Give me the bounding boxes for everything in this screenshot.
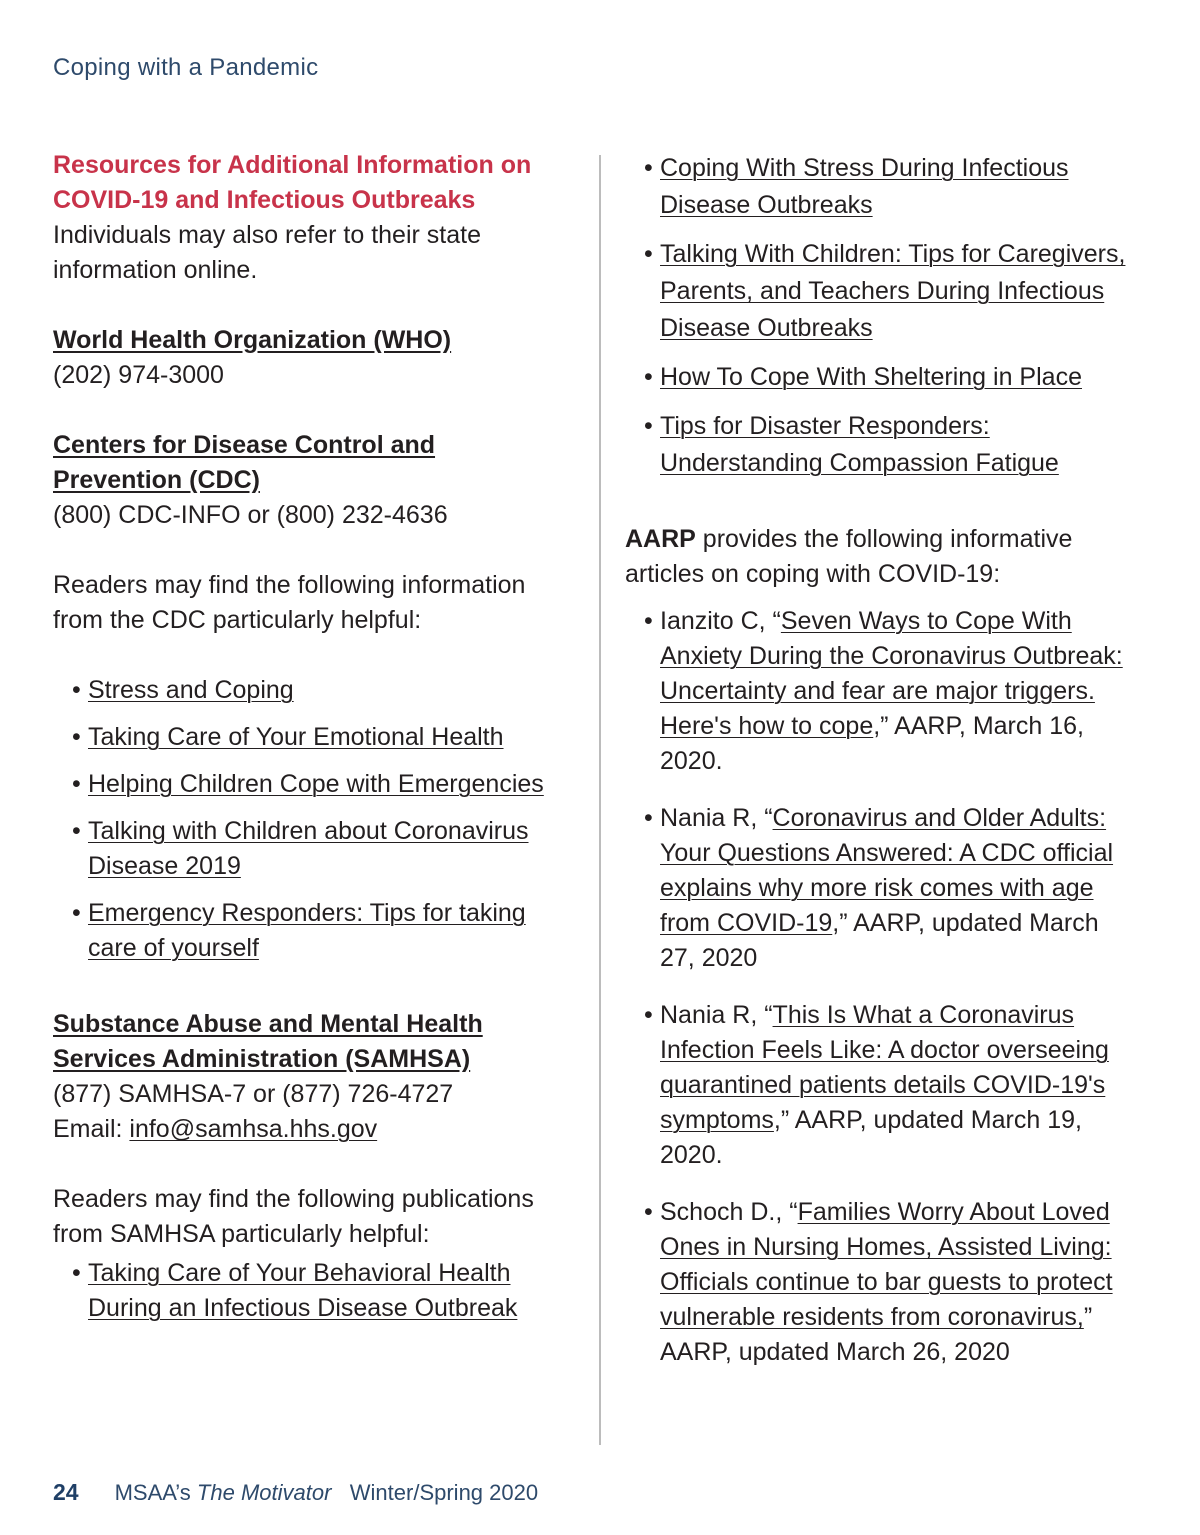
article-citation: ,” AARP, March 16, 2020. (660, 712, 1084, 775)
list-item (53, 720, 563, 755)
list-item (53, 673, 563, 708)
list-item (625, 801, 1140, 976)
article-author: Ianzito C, “ (660, 607, 781, 635)
samhsa-links-list-right (625, 150, 1140, 482)
samhsa-readers-text: Readers may find the following publications from SAMHSA particularly helpful: (53, 1185, 534, 1248)
cdc-link-helping-children[interactable]: Helping Children Cope with Emergencies (88, 770, 544, 798)
list-item (625, 236, 1140, 347)
article-author: Nania R, “ (660, 1001, 773, 1029)
samhsa-link-behavioral-health[interactable]: Taking Care of Your Behavioral Health During an Infectious Disease Outbreak (88, 1259, 518, 1322)
list-item (625, 150, 1140, 224)
samhsa-phone: (877) SAMHSA-7 or (877) 726-4727 (53, 1080, 454, 1108)
samhsa-links-list-left (53, 1256, 563, 1326)
aarp-article-link-infection-feels[interactable]: This Is What a Coronavirus Infection Feels Like: A doctor overseeing quarantined patients details COVID-19's symptoms (660, 1001, 1109, 1134)
page-footer (53, 1475, 538, 1510)
samhsa-link[interactable]: Substance Abuse and Mental Health Services Administration (SAMHSA) (53, 1010, 483, 1073)
cdc-link-stress-and-coping[interactable]: Stress and Coping (88, 676, 294, 704)
section-heading-line-1: Resources for Additional Information on (53, 151, 532, 179)
cdc-link-emergency-responders[interactable]: Emergency Responders: Tips for taking care of yourself (88, 899, 526, 962)
cdc-phone: (800) CDC-INFO or (800) 232-4636 (53, 501, 448, 529)
email-label: Email: (53, 1115, 130, 1143)
cdc-link-talking-with-children[interactable]: Talking with Children about Coronavirus Disease 2019 (88, 817, 529, 880)
intro-text: Individuals may also refer to their state information online. (53, 221, 481, 284)
samhsa-link-talking-with-children[interactable]: Talking With Children: Tips for Caregivers, Parents, and Teachers During Infectious Disease Outbreaks (660, 240, 1126, 342)
article-author: Nania R, “ (660, 804, 773, 832)
section-heading-line-2: COVID-19 and Infectious Outbreaks (53, 186, 476, 214)
aarp-intro (625, 522, 1140, 592)
list-item (625, 359, 1140, 396)
aarp-intro-text: provides the following informative articles on coping with COVID-19: (625, 525, 1073, 588)
list-item (625, 408, 1140, 482)
aarp-article-link-nursing-homes[interactable]: Families Worry About Loved Ones in Nursing Homes, Assisted Living: Officials continue to bar guests to protect vulnerable residents from coronavirus, (660, 1198, 1113, 1331)
list-item (625, 604, 1140, 779)
running-header: Coping with a Pandemic (53, 54, 319, 81)
article-author: Schoch D., “ (660, 1198, 798, 1226)
samhsa-link-sheltering-in-place[interactable]: How To Cope With Sheltering in Place (660, 363, 1082, 391)
page-number: 24 (53, 1479, 79, 1505)
list-item (53, 896, 563, 966)
aarp-name: AARP (625, 525, 696, 553)
aarp-article-link-older-adults[interactable]: Coronavirus and Older Adults: Your Questions Answered: A CDC official explains why more risk comes with age from COVID-19 (660, 804, 1114, 937)
list-item (625, 1195, 1140, 1370)
who-phone: (202) 974-3000 (53, 361, 224, 389)
article-citation: ” AARP, updated March 26, 2020 (660, 1303, 1093, 1366)
column-divider (599, 155, 601, 1445)
samhsa-link-disaster-responders[interactable]: Tips for Disaster Responders: Understanding Compassion Fatigue (660, 412, 1059, 477)
who-link[interactable]: World Health Organization (WHO) (53, 326, 452, 354)
samhsa-link-coping-with-stress[interactable]: Coping With Stress During Infectious Disease Outbreaks (660, 154, 1069, 219)
aarp-article-link-anxiety[interactable]: Seven Ways to Cope With Anxiety During the Coronavirus Outbreak: Uncertainty and fear are major triggers. Here's how to cope (660, 607, 1123, 740)
aarp-articles-list (625, 604, 1140, 1370)
right-column (625, 148, 1140, 1370)
samhsa-email-link[interactable]: info@samhsa.hhs.gov (129, 1115, 378, 1143)
article-citation: ,” AARP, updated March 27, 2020 (660, 909, 1099, 972)
cdc-link-emotional-health[interactable]: Taking Care of Your Emotional Health (88, 723, 504, 751)
cdc-readers-text: Readers may find the following information from the CDC particularly helpful: (53, 571, 526, 634)
article-citation: ,” AARP, updated March 19, 2020. (660, 1106, 1082, 1169)
list-item (53, 767, 563, 802)
samhsa-email-line (53, 1112, 563, 1147)
footer-publisher: MSAA’s (114, 1480, 197, 1505)
cdc-links-list (53, 673, 563, 966)
section-heading (53, 148, 563, 218)
list-item (625, 998, 1140, 1173)
cdc-link[interactable]: Centers for Disease Control and Prevention (CDC) (53, 431, 436, 494)
list-item (53, 1256, 563, 1326)
list-item (53, 814, 563, 884)
left-column (53, 148, 563, 1326)
footer-magazine: The Motivator (196, 1480, 332, 1505)
footer-issue: Winter/Spring 2020 (349, 1480, 539, 1505)
